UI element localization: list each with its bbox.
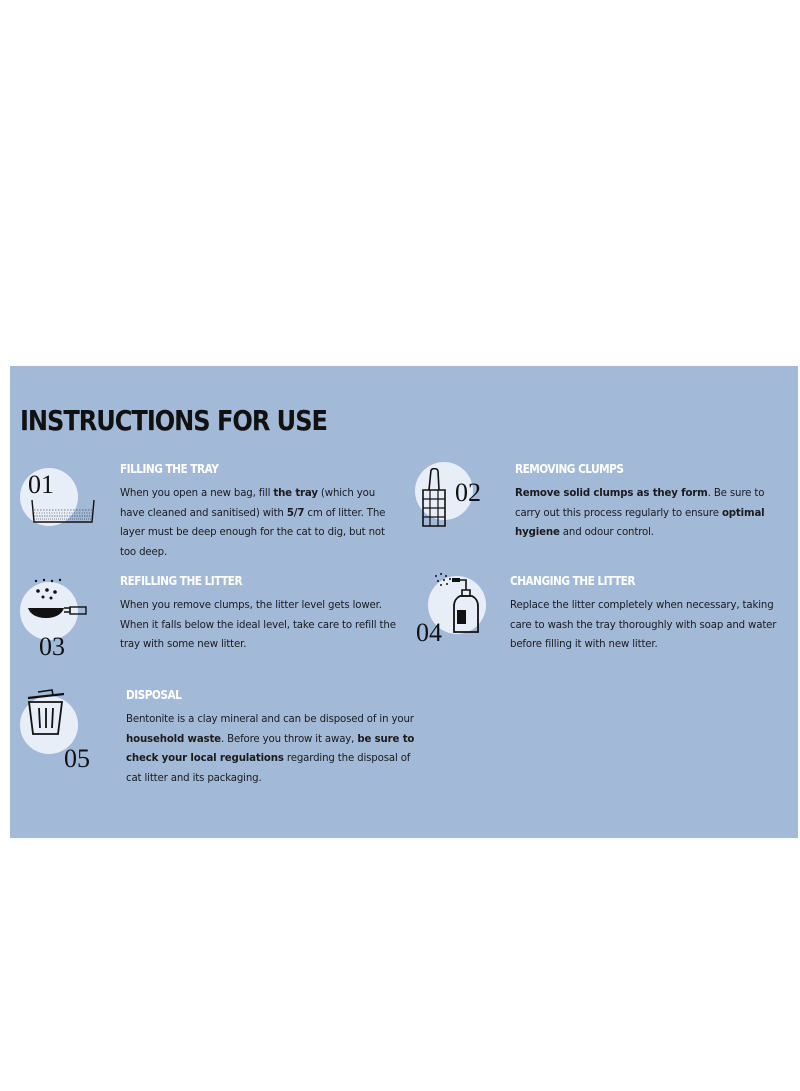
step-number: 03 <box>39 632 65 661</box>
step-badge <box>415 462 481 524</box>
body-text: Bentonite is a clay mineral and can be disposed of in your <box>126 714 414 725</box>
body-text: When you open a new bag, fill <box>120 488 274 499</box>
step-description <box>126 710 424 788</box>
body-text: (which you have cleaned and sanitised) with <box>120 488 376 519</box>
body-text: . Before you throw it away, <box>220 733 358 745</box>
step-description <box>515 484 783 543</box>
litter-scoop-icon <box>419 468 449 532</box>
step-heading: CHANGING THE LITTER <box>510 574 635 588</box>
step-heading: REMOVING CLUMPS <box>515 462 624 476</box>
trash-bin-icon <box>24 688 68 738</box>
step-number: 01 <box>28 470 54 499</box>
emphasis-text: optimal hygiene <box>515 507 765 539</box>
emphasis-text: Remove solid clumps as they form <box>515 488 708 499</box>
body-text: regarding the disposal of cat litter and its packaging. <box>126 753 411 784</box>
page-title: INSTRUCTIONS FOR USE <box>20 404 327 437</box>
step-badge <box>20 582 82 661</box>
body-text: . Be sure to carry out this process regularly to ensure <box>515 488 765 519</box>
step-badge <box>20 696 90 773</box>
step-description <box>120 484 402 562</box>
step-heading: REFILLING THE LITTER <box>120 574 243 588</box>
refill-scoop-icon <box>22 578 94 628</box>
step-number: 05 <box>64 744 90 773</box>
emphasis-text: household waste <box>126 733 221 745</box>
emphasis-text: be sure to check your local regulations <box>126 733 415 765</box>
body-text: Replace the litter completely when necessary, taking care to wash the tray thoroughly with soap and water before filling it with new litter. <box>510 600 777 651</box>
litter-tray-icon <box>30 496 100 536</box>
step-description <box>510 596 785 655</box>
body-text: When you remove clumps, the litter level gets lower. When it falls below the ideal level, take care to refill the tray with some new litter. <box>120 600 396 651</box>
step-badge <box>416 576 490 647</box>
step-heading: FILLING THE TRAY <box>120 462 219 476</box>
body-text: and odour control. <box>559 527 654 539</box>
emphasis-text: the tray <box>273 488 318 499</box>
emphasis-text: 5/7 <box>286 507 305 519</box>
step-badge <box>20 468 82 530</box>
instructions-panel <box>10 366 798 838</box>
step-number: 04 <box>416 618 442 647</box>
step-number: 02 <box>455 478 481 507</box>
step-heading: DISPOSAL <box>126 688 182 702</box>
body-text: cm of litter. The layer must be deep enough for the cat to dig, but not too deep. <box>120 507 386 558</box>
step-description <box>120 596 410 655</box>
